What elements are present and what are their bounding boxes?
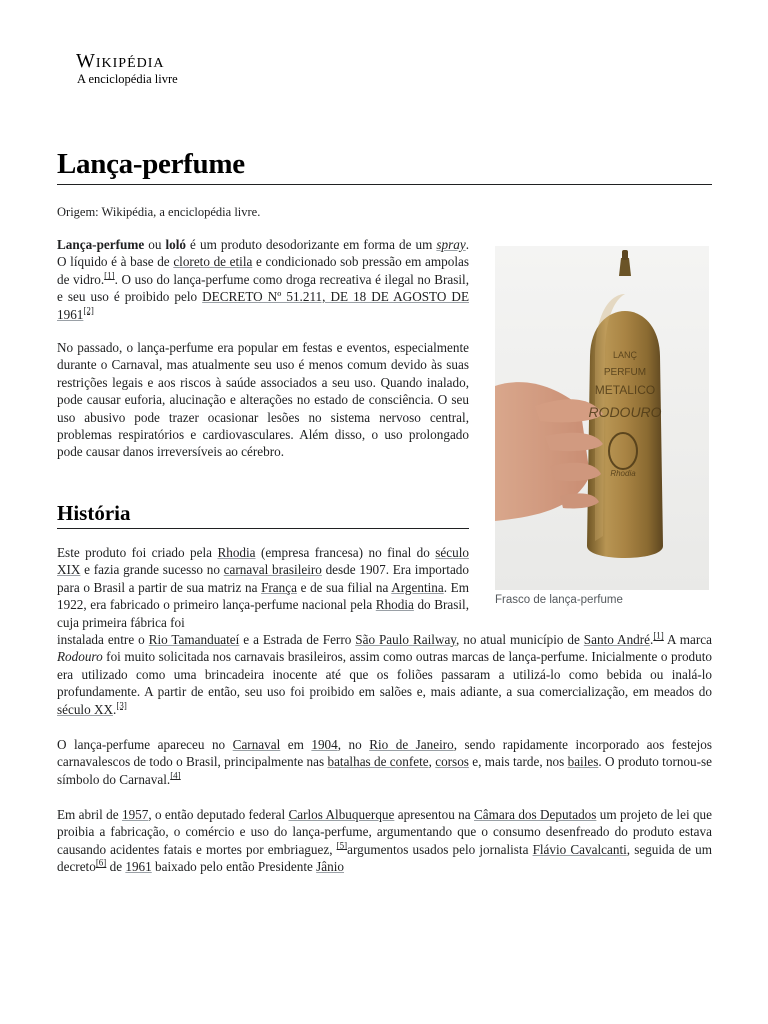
link-spray[interactable]: spray (436, 237, 466, 252)
link-camara-dos-deputados[interactable]: Câmara dos Deputados (473, 807, 597, 822)
ref-link-2[interactable]: [2] (83, 305, 94, 316)
origin-note: Origem: Wikipédia, a enciclopédia livre. (57, 205, 261, 219)
link-seculo-xix[interactable]: século XIX (57, 545, 469, 578)
wikipedia-logo[interactable] (76, 50, 178, 86)
figure (495, 246, 709, 608)
link-rio-tamanduatei[interactable]: Rio Tamanduateí (148, 632, 240, 647)
text: A marca (663, 632, 712, 647)
reference (170, 770, 181, 780)
link-janio[interactable]: Jânio (316, 859, 345, 875)
text: e condicionado sob pressão em ampolas de vidro. (57, 254, 470, 287)
link-rio-de-janeiro[interactable]: Rio de Janeiro (369, 737, 454, 752)
text: foi muito solicitada nos carnavais brasileiros, assim como outras marcas de lança-perfume. Inicialmente o produto era utilizado como uma brincadeira inocente até que os foliões passaram a utilizá-lo como bebida ou inalá-lo profundamente. A partir de então, seu uso foi proibido em salões e, mais adiante, a sua comercialização, em meados do (57, 649, 712, 700)
text: do Brasil, cuja primeira fábrica foi (57, 597, 469, 630)
link-decreto[interactable]: DECRETO Nº 51.211, DE 18 DE AGOSTO DE 1961 (57, 289, 469, 322)
text: ou (144, 237, 166, 252)
bottle-text-3: METALICO (594, 383, 656, 397)
bottle-text-4: RODOURO (588, 404, 662, 420)
link-carnaval-brasileiro[interactable]: carnaval brasileiro (223, 562, 322, 578)
link-sao-paulo-railway[interactable]: São Paulo Railway (355, 632, 457, 647)
link-carlos-albuquerque[interactable]: Carlos Albuquerque (288, 807, 395, 822)
page-title: Lança-perfume (57, 146, 712, 185)
text: e, mais tarde, nos (468, 754, 568, 770)
link-rhodia[interactable]: Rhodia (217, 545, 256, 560)
text: , o então deputado federal (148, 807, 289, 822)
link-rhodia-2[interactable]: Rhodia (375, 597, 414, 613)
logo-tagline: A enciclopédia livre (77, 72, 178, 86)
reference (337, 840, 348, 850)
text: Em abril de (57, 807, 122, 822)
text: , no (337, 737, 370, 752)
link-argentina[interactable]: Argentina (391, 579, 444, 595)
text: , no atual município de (456, 632, 584, 647)
paragraph-historia-part2 (57, 631, 712, 718)
paragraph-carnaval (57, 736, 712, 788)
bottle-image (495, 246, 709, 590)
paragraph-passado: No passado, o lança-perfume era popular em festas e eventos, especialmente durante o Carnaval, mas atualmente seu uso é menos comum devido às suas restrições legais e aos riscos à saúde associados a seu uso. Quando inalado, pode causar euforia, alucinação e alterações no estado de consciência. O seu uso abusivo pode trazer ocasionar lesões no sistema nervoso central, problemas respiratórios e cardiovasculares. Além disso, o uso prolongado pode causar danos irreversíveis ao cérebro. (57, 340, 469, 460)
ref-link-1b[interactable]: [1] (653, 630, 664, 641)
link-1957[interactable]: 1957 (121, 807, 149, 822)
ref-link-6[interactable]: [6] (95, 857, 107, 868)
ref-link-3[interactable]: [3] (116, 700, 127, 711)
text: é um produto desodorizante em forma de um (186, 237, 437, 252)
text: apresentou na (394, 807, 474, 822)
text: . O produto tornou-se símbolo do Carnaval. (57, 754, 712, 787)
bottle-text-2: PERFUM (603, 367, 647, 378)
bottle-photo[interactable] (495, 246, 709, 590)
link-corsos[interactable]: corsos (435, 754, 469, 770)
section-heading-historia: História (57, 499, 469, 529)
text: e de sua filial na (296, 579, 392, 595)
text: O lança-perfume apareceu no (57, 737, 233, 752)
text: Este produto foi criado pela (57, 545, 218, 560)
link-carnaval[interactable]: Carnaval (232, 737, 281, 752)
link-santo-andre[interactable]: Santo André (583, 632, 651, 647)
reference (96, 858, 107, 868)
text: (empresa francesa) no final do (255, 545, 436, 560)
text: . O líquido é à base de (57, 237, 470, 270)
figure-caption: Frasco de lança-perfume (495, 594, 623, 606)
bottle-text-1: LANÇ (612, 350, 638, 360)
text: um projeto de lei que proibia a fabricação, o comércio e uso do lança-perfume, argumentando que o consumo desenfreado do produto estava causando acidentes fatais e mortes por embriaguez, (57, 807, 713, 857)
ref-link-4[interactable]: [4] (170, 770, 181, 781)
bottle-text-5: Rhodia (610, 469, 636, 478)
link-franca[interactable]: França (261, 579, 297, 595)
link-cloreto-de-etila[interactable]: cloreto de etila (173, 254, 253, 270)
link-1904[interactable]: 1904 (311, 737, 338, 752)
text: , (428, 754, 436, 770)
link-bailes[interactable]: bailes (567, 754, 599, 770)
link-1961[interactable]: 1961 (125, 859, 152, 875)
reference (104, 270, 115, 280)
ref-link-1[interactable]: [1] (104, 270, 115, 281)
text: e fazia grande sucesso no (80, 562, 224, 578)
paragraph-intro (57, 236, 469, 323)
term-lolo: loló (165, 237, 186, 252)
term-lanca-perfume: Lança-perfume (57, 237, 145, 252)
link-batalhas-de-confete[interactable]: batalhas de confete (327, 754, 429, 770)
link-seculo-xx[interactable]: século XX (57, 701, 114, 717)
paragraph-historia-part1 (57, 544, 469, 631)
text: argumentos usados pelo jornalista (347, 841, 533, 857)
link-flavio-cavalcanti[interactable]: Flávio Cavalcanti (532, 841, 627, 857)
text: . (113, 701, 117, 717)
text: , seguida de um decreto (57, 841, 713, 875)
text: . (650, 632, 654, 647)
text: e a Estrada de Ferro (239, 632, 356, 647)
paragraph-proibicao (57, 806, 712, 876)
text: de (106, 859, 126, 875)
reference (116, 700, 127, 710)
reference (653, 631, 664, 641)
reference (83, 305, 94, 315)
text: instalada entre o (57, 632, 149, 647)
text: . Em 1922, era fabricado o primeiro lança-perfume nacional pela (57, 579, 469, 613)
text: . O uso do lança-perfume como droga recreativa é ilegal no Brasil, e seu uso é proibido pelo (57, 271, 469, 305)
logo-wordmark: Wikipédia (76, 50, 165, 72)
text: desde 1907. Era importado para o Brasil a partir de sua matriz na (57, 562, 469, 595)
brand-rodouro: Rodouro (57, 649, 103, 665)
text: , sendo rapidamente incorporado aos festejos carnavalescos de todo o Brasil, principalmente nas (57, 737, 713, 770)
text: em (280, 737, 312, 752)
ref-link-5[interactable]: [5] (336, 840, 348, 851)
text: baixado pelo então Presidente (151, 859, 317, 875)
